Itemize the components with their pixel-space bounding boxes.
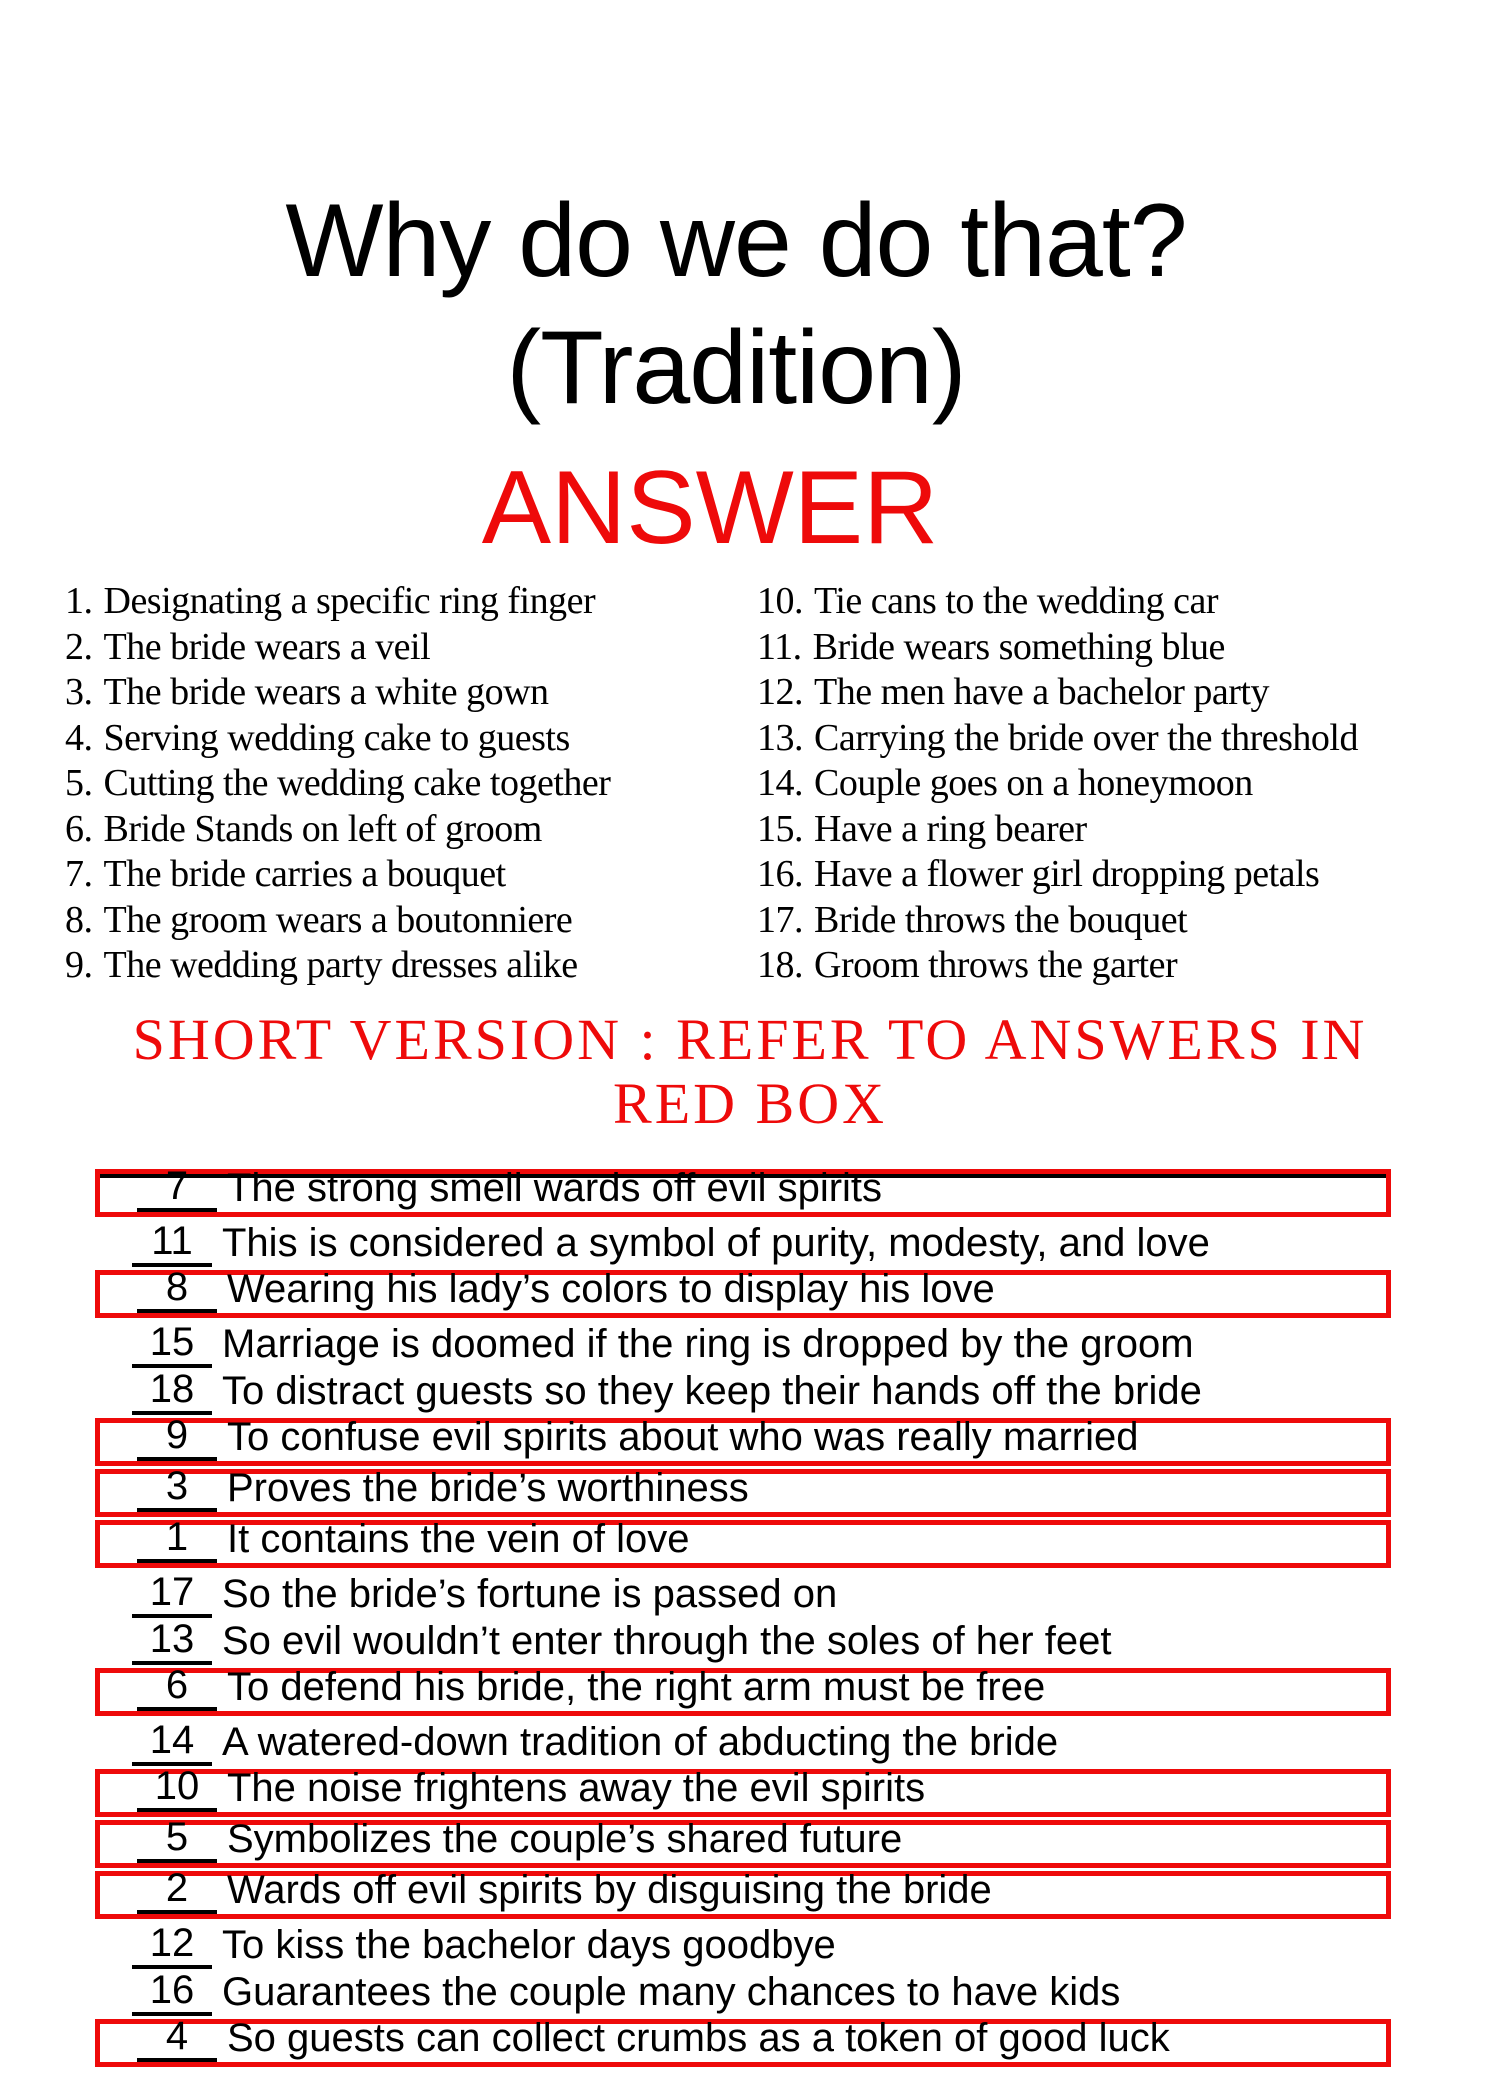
answer-text: To kiss the bachelor days goodbye	[222, 1923, 836, 1967]
tradition-item	[757, 761, 1358, 807]
tradition-item	[65, 579, 610, 625]
tradition-number: 7.	[65, 853, 93, 895]
answer-text: The strong smell wards off evil spirits	[227, 1166, 883, 1210]
tradition-text: Carrying the bride over the threshold	[814, 716, 1358, 759]
answer-text: This is considered a symbol of purity, modesty, and love	[222, 1221, 1210, 1265]
answer-text: A watered-down tradition of abducting the bride	[222, 1720, 1059, 1764]
answer-number: 9	[137, 1415, 217, 1461]
answer-heading: ANSWER	[481, 450, 939, 566]
answer-text: Guarantees the couple many chances to have kids	[222, 1970, 1121, 2014]
tradition-text: The bride carries a bouquet	[103, 853, 506, 895]
tradition-item	[65, 852, 610, 898]
answer-row	[95, 1866, 1391, 1919]
answer-number: 4	[137, 2016, 217, 2062]
tradition-text: The men have a bachelor party	[814, 671, 1269, 713]
answer-row	[95, 1164, 1391, 1217]
tradition-text: Bride wears something blue	[812, 625, 1225, 668]
tradition-text: Designating a specific ring finger	[103, 580, 596, 622]
tradition-item	[757, 670, 1358, 716]
tradition-number: 14.	[757, 762, 803, 804]
answer-row	[95, 1413, 1391, 1466]
answer-row	[95, 1368, 1391, 1415]
tradition-text: Couple goes on a honeymoon	[814, 762, 1253, 804]
tradition-text: Serving wedding cake to guests	[103, 716, 570, 759]
answer-text: The noise frightens away the evil spirits	[227, 1766, 926, 1810]
answer-row	[95, 1321, 1391, 1368]
tradition-item	[65, 943, 610, 989]
tradition-text: The bride wears a veil	[103, 625, 431, 668]
answer-number: 2	[137, 1868, 217, 1914]
tradition-number: 15.	[757, 807, 803, 850]
tradition-text: Cutting the wedding cake together	[103, 762, 611, 804]
tradition-item	[65, 625, 610, 671]
tradition-item	[65, 670, 610, 716]
answer-number: 5	[137, 1817, 217, 1863]
answer-number: 10	[137, 1766, 217, 1812]
tradition-item	[757, 625, 1358, 671]
tradition-item	[757, 852, 1358, 898]
page-title-line2: (Tradition)	[506, 310, 966, 426]
answer-number: 8	[137, 1267, 217, 1313]
tradition-number: 6.	[65, 807, 93, 850]
answer-text: Symbolizes the couple’s shared future	[227, 1817, 903, 1861]
answer-text: Proves the bride’s worthiness	[227, 1466, 749, 1510]
tradition-text: The bride wears a white gown	[103, 671, 549, 713]
answer-row	[95, 1719, 1391, 1766]
tradition-number: 2.	[65, 625, 93, 668]
tradition-item	[65, 898, 610, 944]
tradition-item	[757, 807, 1358, 853]
answer-number: 14	[132, 1720, 212, 1766]
answer-row	[95, 1571, 1391, 1618]
answer-text: To confuse evil spirits about who was really married	[227, 1415, 1139, 1459]
tradition-item	[757, 579, 1358, 625]
answer-number: 7	[137, 1166, 217, 1212]
tradition-text: The wedding party dresses alike	[103, 944, 578, 986]
answer-row	[95, 1922, 1391, 1969]
tradition-number: 17.	[757, 898, 803, 941]
tradition-text: Have a flower girl dropping petals	[814, 853, 1320, 895]
tradition-number: 3.	[65, 671, 93, 713]
tradition-item	[757, 716, 1358, 762]
tradition-number: 8.	[65, 898, 93, 941]
tradition-text: The groom wears a boutonniere	[103, 898, 573, 941]
answer-text: To distract guests so they keep their hands off the bride	[222, 1369, 1202, 1413]
tradition-number: 9.	[65, 944, 93, 986]
answer-row	[95, 1764, 1391, 1817]
answer-text: So evil wouldn’t enter through the soles of her feet	[222, 1619, 1112, 1663]
answer-number: 15	[132, 1322, 212, 1368]
tradition-text: Groom throws the garter	[814, 944, 1178, 986]
answer-text: So guests can collect crumbs as a token of good luck	[227, 2016, 1170, 2060]
answer-text: To defend his bride, the right arm must be free	[227, 1665, 1046, 1709]
answer-number: 18	[132, 1369, 212, 1415]
answers-list	[95, 1166, 1391, 2070]
tradition-number: 4.	[65, 716, 93, 759]
tradition-number: 10.	[757, 580, 803, 622]
answer-row	[95, 1464, 1391, 1517]
tradition-number: 18.	[757, 944, 803, 986]
answer-number: 3	[137, 1466, 217, 1512]
answer-text: It contains the vein of love	[227, 1517, 690, 1561]
answer-row	[95, 1515, 1391, 1568]
answer-row	[95, 1265, 1391, 1318]
tradition-text: Bride Stands on left of groom	[103, 807, 542, 850]
answer-number: 1	[137, 1517, 217, 1563]
tradition-number: 11.	[757, 625, 802, 668]
answer-text: Wards off evil spirits by disguising the bride	[227, 1868, 992, 1912]
short-version-heading-line1: SHORT VERSION : REFER TO ANSWERS IN	[132, 1007, 1368, 1072]
answer-row	[95, 1815, 1391, 1868]
traditions-left-column	[65, 579, 610, 989]
answer-text: So the bride’s fortune is passed on	[222, 1572, 838, 1616]
title-block	[0, 178, 1486, 432]
traditions-right-column	[757, 579, 1358, 989]
answer-row	[95, 1969, 1391, 2016]
page-title-line1: Why do we do that?	[285, 183, 1187, 299]
answer-number: 6	[137, 1665, 217, 1711]
answer-row	[95, 1663, 1391, 1716]
tradition-text: Tie cans to the wedding car	[814, 580, 1219, 622]
answer-number: 17	[132, 1572, 212, 1618]
tradition-number: 5.	[65, 762, 93, 804]
answer-number: 11	[132, 1221, 212, 1267]
tradition-number: 16.	[757, 853, 803, 895]
tradition-number: 13.	[757, 716, 803, 759]
tradition-item	[757, 943, 1358, 989]
tradition-item	[757, 898, 1358, 944]
short-version-heading-line2: RED BOX	[613, 1071, 887, 1136]
answer-row	[95, 2014, 1391, 2067]
tradition-text: Have a ring bearer	[814, 807, 1087, 850]
answer-number: 13	[132, 1619, 212, 1665]
tradition-item	[65, 761, 610, 807]
answer-text: Wearing his lady’s colors to display his love	[227, 1267, 995, 1311]
answer-number: 12	[132, 1923, 212, 1969]
short-version-heading	[0, 1008, 1500, 1136]
tradition-item	[65, 716, 610, 762]
answer-row	[95, 1220, 1391, 1267]
tradition-number: 1.	[65, 580, 93, 622]
tradition-number: 12.	[757, 671, 803, 713]
answer-number: 16	[132, 1970, 212, 2016]
tradition-item	[65, 807, 610, 853]
answer-row	[95, 1618, 1391, 1665]
answer-text: Marriage is doomed if the ring is dropped by the groom	[222, 1322, 1194, 1366]
tradition-text: Bride throws the bouquet	[814, 898, 1188, 941]
